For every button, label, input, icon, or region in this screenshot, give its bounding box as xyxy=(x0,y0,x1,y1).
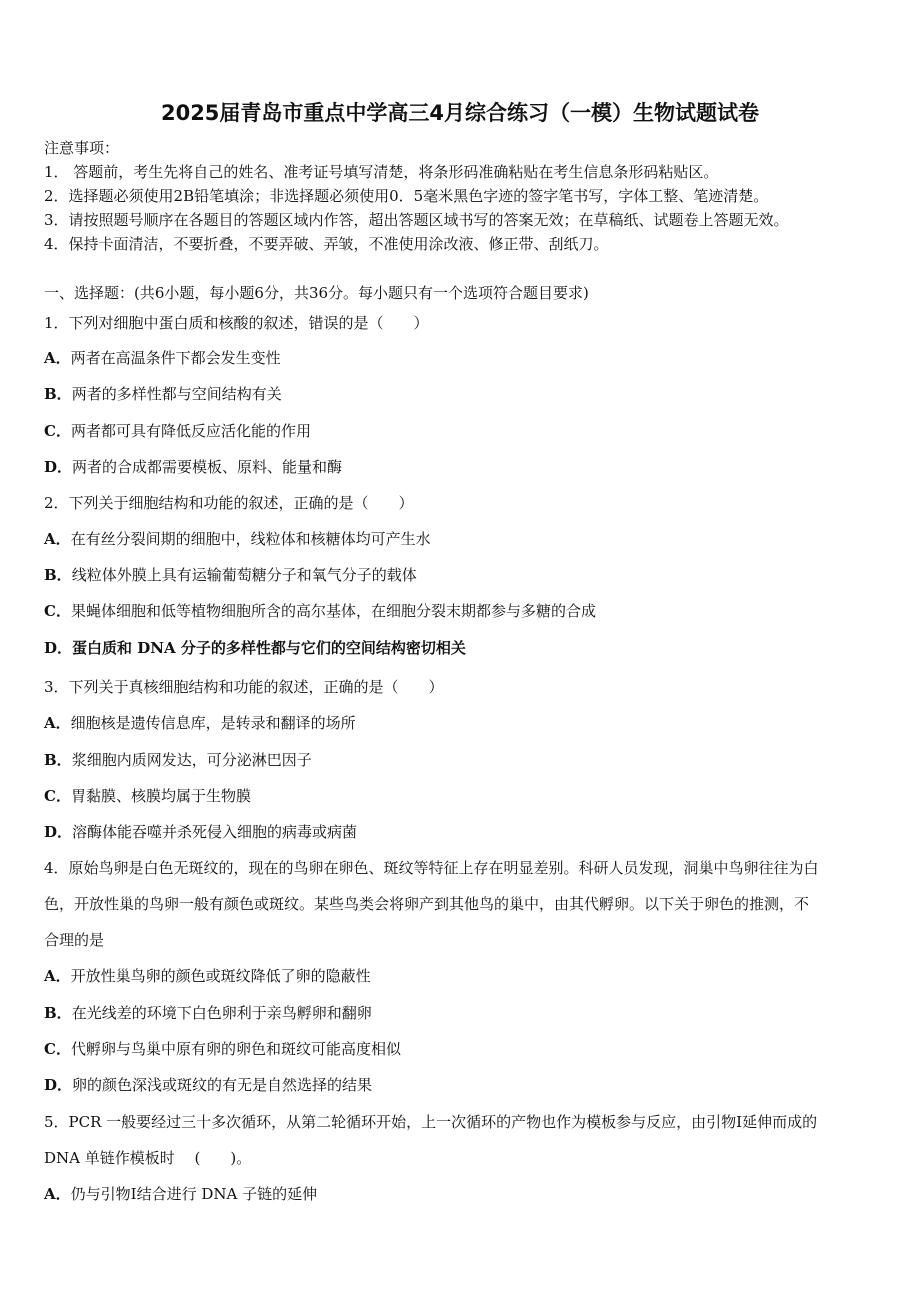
option xyxy=(44,637,466,659)
question-stem: 2．下列关于细胞结构和功能的叙述，正确的是（ ） xyxy=(44,494,414,512)
option-letter: C． xyxy=(44,1040,71,1058)
option xyxy=(44,420,311,442)
option-letter: A． xyxy=(44,530,71,548)
question-stem: 色，开放性巢的鸟卵一般有颜色或斑纹。某些鸟类会将卵产到其他鸟的巢中，由其代孵卵。以下关于卵色的推测，不 xyxy=(44,895,810,913)
option xyxy=(44,456,342,478)
notice-heading: 注意事项： xyxy=(44,139,120,157)
option-text: 细胞核是遗传信息库，是转录和翻译的场所 xyxy=(70,714,356,732)
option-letter: C． xyxy=(44,422,71,440)
option-letter: D． xyxy=(44,823,73,841)
option xyxy=(44,821,357,843)
question-stem: DNA 单链作模板时 ( )。 xyxy=(44,1149,252,1167)
option-text: 开放性巢鸟卵的颜色或斑纹降低了卵的隐蔽性 xyxy=(70,967,371,985)
option-letter: A． xyxy=(44,714,71,732)
option xyxy=(44,1074,372,1096)
option-text: 在有丝分裂间期的细胞中，线粒体和核糖体均可产生水 xyxy=(70,530,431,548)
option xyxy=(44,564,417,586)
option-text: 两者都可具有降低反应活化能的作用 xyxy=(70,422,311,440)
notice-item: 3．请按照题号顺序在各题目的答题区域内作答，超出答题区域书写的答案无效；在草稿纸、试题卷上答题无效。 xyxy=(44,211,789,229)
option-letter: B． xyxy=(44,385,72,403)
option xyxy=(44,1002,372,1024)
option xyxy=(44,785,251,807)
option-letter: C． xyxy=(44,787,71,805)
option-text: 果蝇体细胞和低等植物细胞所含的高尔基体，在细胞分裂末期都参与多糖的合成 xyxy=(70,602,596,620)
option-letter: B． xyxy=(44,1004,72,1022)
option-text: 卵的颜色深浅或斑纹的有无是自然选择的结果 xyxy=(72,1076,373,1094)
option xyxy=(44,965,371,987)
notice-item: 4．保持卡面清洁，不要折叠，不要弄破、弄皱，不准使用涂改液、修正带、刮纸刀。 xyxy=(44,235,609,253)
option xyxy=(44,347,281,369)
option-letter: A． xyxy=(44,967,71,985)
question-stem: 4．原始鸟卵是白色无斑纹的，现在的鸟卵在卵色、斑纹等特征上存在明显差别。科研人员发现，洞巢中鸟卵往往为白 xyxy=(44,859,819,877)
option-text: 代孵卵与鸟巢中原有卵的卵色和斑纹可能高度相似 xyxy=(70,1040,401,1058)
option xyxy=(44,1183,317,1205)
question-stem: 3．下列关于真核细胞结构和功能的叙述，正确的是（ ） xyxy=(44,678,444,696)
option-text: 胃黏膜、核膜均属于生物膜 xyxy=(70,787,251,805)
notice-item: 2．选择题必须使用2B铅笔填涂；非选择题必须使用0．5毫米黑色字迹的签字笔书写，字体工整、笔迹清楚。 xyxy=(44,187,769,205)
option-text: 溶酶体能吞噬并杀死侵入细胞的病毒或病菌 xyxy=(72,823,358,841)
option-letter: A． xyxy=(44,349,71,367)
question-stem: 1．下列对细胞中蛋白质和核酸的叙述，错误的是（ ） xyxy=(44,314,429,332)
option xyxy=(44,600,596,622)
option-letter: A． xyxy=(44,1185,71,1203)
option-text: 仍与引物Ⅰ结合进行 DNA 子链的延伸 xyxy=(70,1185,318,1203)
option-text: 在光线差的环境下白色卵利于亲鸟孵卵和翻卵 xyxy=(71,1004,372,1022)
option-text: 蛋白质和 DNA 分子的多样性都与它们的空间结构密切相关 xyxy=(72,639,466,657)
option-letter: C． xyxy=(44,602,71,620)
option xyxy=(44,1038,401,1060)
option-letter: D． xyxy=(44,639,73,657)
option-text: 线粒体外膜上具有运输葡萄糖分子和氧气分子的载体 xyxy=(71,566,417,584)
option-text: 两者的多样性都与空间结构有关 xyxy=(71,385,282,403)
section-heading: 一、选择题：(共6小题，每小题6分，共36分。每小题只有一个选项符合题目要求) xyxy=(44,284,589,302)
option xyxy=(44,383,282,405)
option xyxy=(44,749,312,771)
option-letter: B． xyxy=(44,751,72,769)
question-stem: 合理的是 xyxy=(44,931,105,949)
option-text: 浆细胞内质网发达，可分泌淋巴因子 xyxy=(71,751,312,769)
notice-item: 1． 答题前，考生先将自己的姓名、准考证号填写清楚，将条形码准确粘贴在考生信息条形码粘贴区。 xyxy=(44,163,719,181)
option xyxy=(44,528,431,550)
option-letter: B． xyxy=(44,566,72,584)
option-letter: D． xyxy=(44,458,73,476)
question-stem: 5．PCR 一般要经过三十多次循环，从第二轮循环开始，上一次循环的产物也作为模板参与反应，由引物Ⅰ延伸而成的 xyxy=(44,1113,818,1131)
option-text: 两者的合成都需要模板、原料、能量和酶 xyxy=(72,458,343,476)
option-text: 两者在高温条件下都会发生变性 xyxy=(70,349,281,367)
option xyxy=(44,712,356,734)
exam-title: 2025届青岛市重点中学高三4月综合练习（一模）生物试题试卷 xyxy=(160,101,760,125)
option-letter: D． xyxy=(44,1076,73,1094)
